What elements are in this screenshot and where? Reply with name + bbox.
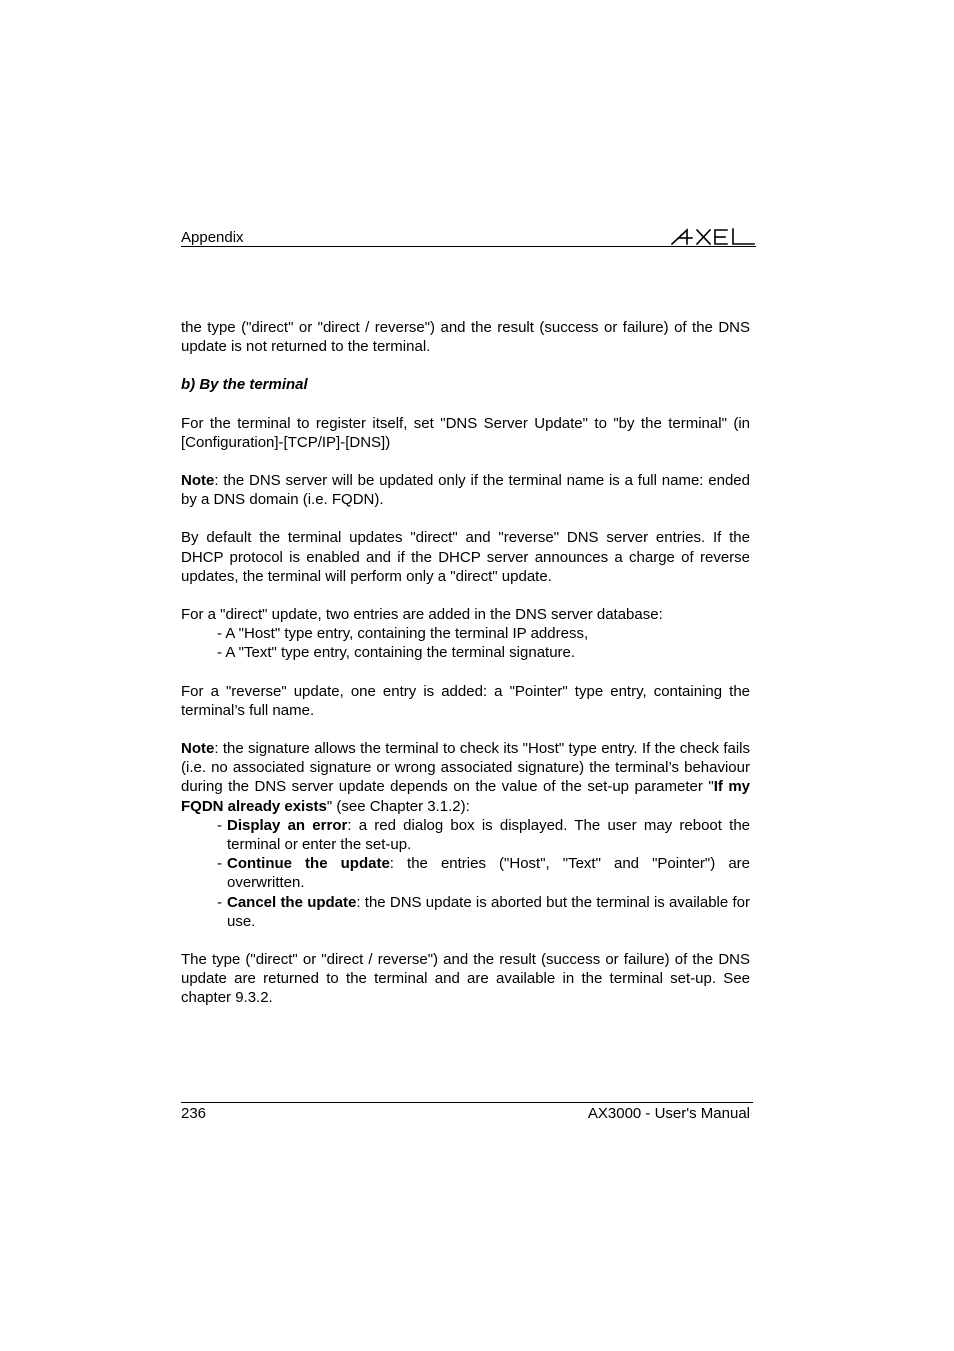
paragraph-default-updates: By default the terminal updates "direct" and "reverse" DNS server entries. If the DHCP protocol is enabled and if the DHCP server announces a charge of reverse updates, the terminal will perform only a "direct" update.	[181, 529, 750, 585]
list-item-cancel-update	[181, 893, 750, 931]
paragraph-reverse-update: For a "reverse" update, one entry is added: a "Pointer" type entry, containing the terminal’s full name.	[181, 682, 750, 719]
manual-title: AX3000 - User's Manual	[587, 1105, 750, 1122]
page-number: 236	[181, 1105, 207, 1122]
note-text: : the signature allows the terminal to check its "Host" type entry. If the check fails (i.e. no associated signature or wrong associated signature) the terminal’s behaviour during the DNS server update depends on the value of the set-up parameter "	[181, 740, 750, 796]
list-item-text-entry: - A "Text" type entry, containing the terminal signature.	[217, 644, 576, 662]
list-item-continue-update	[181, 854, 750, 892]
paragraph-register-terminal: For the terminal to register itself, set "DNS Server Update" to "by the terminal" (in [Configuration]-[TCP/IP]-[DNS])	[181, 414, 750, 451]
note-signature	[181, 739, 750, 816]
list-dash: -	[217, 893, 222, 911]
signature-note-block	[181, 739, 750, 931]
page-footer	[181, 1102, 753, 1122]
page-content	[181, 318, 750, 1027]
parameter-name: If my FQDN already exists	[181, 778, 751, 815]
axel-logo	[670, 226, 756, 246]
note-label: Note	[181, 740, 215, 758]
option-label: Cancel the update	[227, 893, 357, 911]
list-dash: -	[217, 855, 222, 873]
page-header	[181, 226, 756, 247]
option-label: Display an error	[227, 816, 348, 834]
option-text: : the DNS update is aborted but the terminal is available for use.	[227, 893, 750, 930]
list-item-display-error	[181, 816, 750, 854]
paragraph-direct-update: For a "direct" update, two entries are added in the DNS server database:	[181, 606, 663, 624]
paragraph-dns-result: the type ("direct" or "direct / reverse") and the result (success or failure) of the DNS update is not returned to the terminal.	[181, 319, 750, 356]
option-text: : a red dialog box is displayed. The user may reboot the terminal or enter the set-up.	[227, 816, 751, 854]
direct-update-block	[181, 605, 750, 663]
header-section-title: Appendix	[181, 229, 244, 246]
option-label: Continue the update	[227, 855, 390, 873]
list-item-host-entry: - A "Host" type entry, containing the terminal IP address,	[217, 625, 589, 643]
note-label: Note	[181, 472, 215, 490]
paragraph-update-returned: The type ("direct" or "direct / reverse") and the result (success or failure) of the DNS update are returned to the terminal and are available in the terminal set-up. See chapter 9.3.2.	[181, 951, 750, 1007]
note-text: : the DNS server will be updated only if the terminal name is a full name: ended by a DNS domain (i.e. FQDN).	[181, 472, 750, 509]
list-dash: -	[217, 816, 222, 834]
subheading-by-terminal: b) By the terminal	[181, 376, 308, 394]
option-text: : the entries ("Host", "Text" and "Pointer") are overwritten.	[227, 855, 750, 892]
note-fqdn	[181, 471, 750, 509]
note-text: " (see Chapter 3.1.2):	[326, 797, 470, 815]
